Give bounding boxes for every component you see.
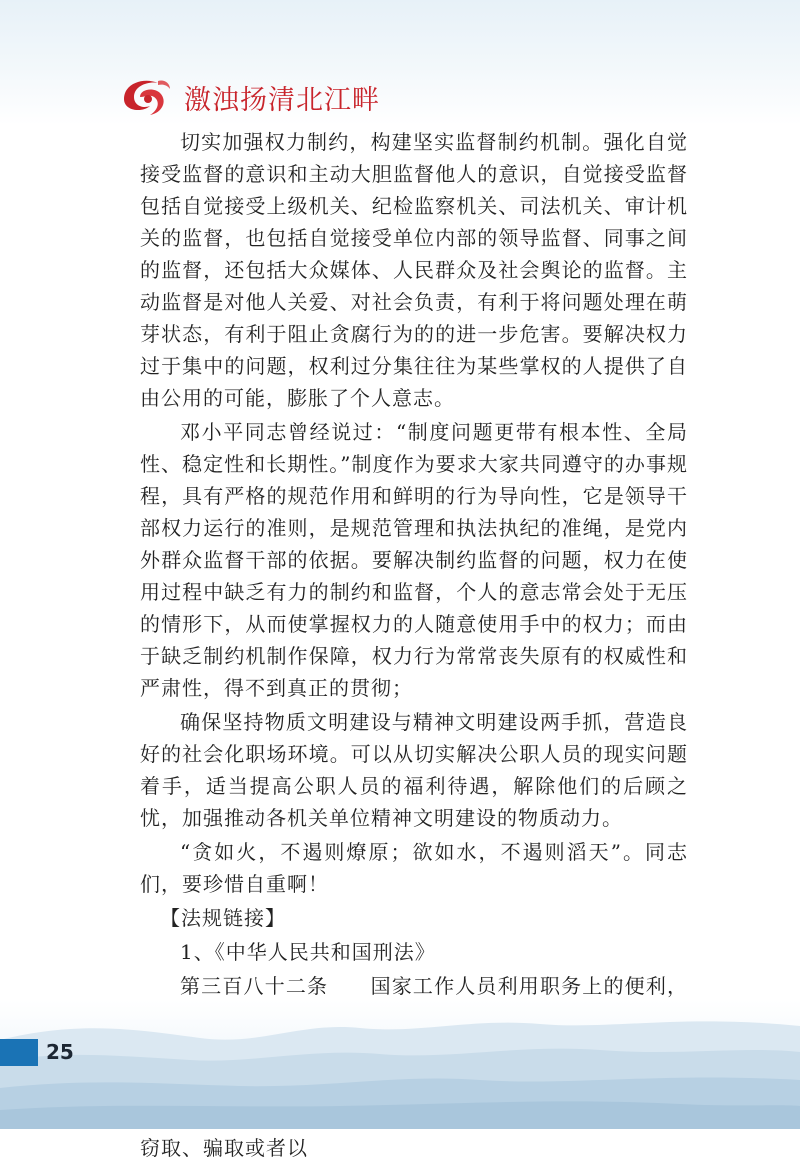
header-title: 激浊扬清北江畔 [184, 84, 380, 116]
page-number-tab [0, 1039, 38, 1066]
mountain-landscape-decoration [0, 1000, 800, 1129]
page-number: 25 [46, 1040, 74, 1064]
paragraph: “贪如火，不遏则燎原；欲如水，不遏则滔天”。同志们，要珍惜自重啊！ [140, 840, 688, 896]
red-swirl-logo-icon [118, 75, 174, 119]
law-paragraph: 窃取、骗取或者以 [140, 1136, 308, 1160]
paragraph: 切实加强权力制约，构建坚实监督制约机制。强化自觉接受监督的意识和主动大胆监督他人的意识，自觉接受监督包括自觉接受上级机关、纪检监察机关、司法机关、审计机关的监督，也包括自觉接受单位内部的领导监督、同事之间的监督，还包括大众媒体、人民群众及社会舆论的监督。主动监督是对他人关爱、对社会负责，有利于将问题处理在萌芽状态，有利于阻止贪腐行为的的进一步危害。要解决权力过于集中的问题，权利过分集往往为某些掌权的人提供了自由公用的可能，膨胀了个人意志。 [140, 130, 688, 410]
law-link-heading: 【法规链接】 [160, 906, 286, 930]
law-paragraph: 第三百八十二条 国家工作人员利用职务上的便利， [180, 974, 688, 998]
law-item-title: 1、《中华人民共和国刑法》 [180, 940, 436, 964]
paragraph: 确保坚持物质文明建设与精神文明建设两手抓，营造良好的社会化职场环境。可以从切实解决公职人员的现实问题着手，适当提高公职人员的福利待遇，解除他们的后顾之忧，加强推动各机关单位精神文明建设的物质动力。 [140, 710, 688, 830]
page-header [118, 72, 380, 122]
paragraph: 邓小平同志曾经说过：“制度问题更带有根本性、全局性、稳定性和长期性。”制度作为要求大家共同遵守的办事规程，具有严格的规范作用和鲜明的行为导向性，它是领导干部权力运行的准则，是规范管理和执法执纪的准绳，是党内外群众监督干部的依据。要解决制约监督的问题，权力在使用过程中缺乏有力的制约和监督，个人的意志常会处于无压的情形下，从而使掌握权力的人随意使用手中的权力；而由于缺乏制约机制作保障，权力行为常常丧失原有的权威性和严肃性，得不到真正的贯彻； [140, 420, 688, 700]
